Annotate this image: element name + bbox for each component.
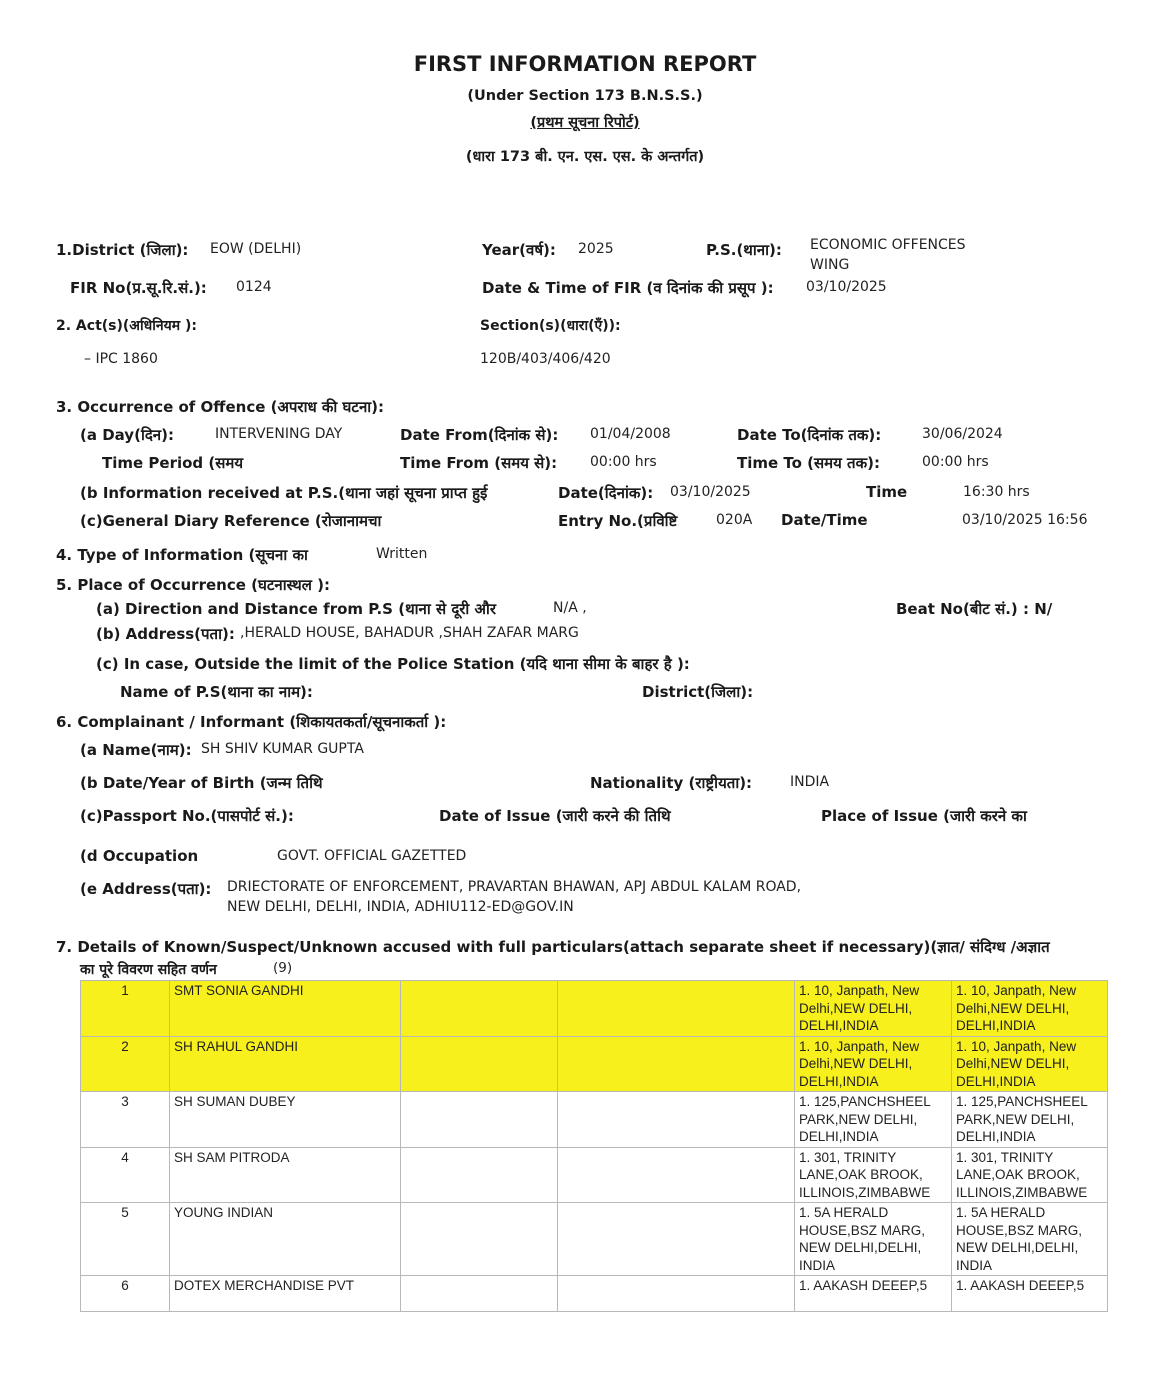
- accused-permanent-address: 1. 301, TRINITY LANE,OAK BROOK, ILLINOIS,ZIMBABWE: [952, 1147, 1108, 1203]
- entry-no-value: 020A: [716, 512, 753, 528]
- gd-datetime-label: Date/Time: [781, 511, 868, 529]
- dob-label: (b Date/Year of Birth (जन्म तिथि: [80, 774, 323, 792]
- year-label: Year(वर्ष):: [482, 241, 556, 259]
- accused-present-address: 1. 5A HERALD HOUSE,BSZ MARG, NEW DELHI,DELHI, INDIA: [795, 1203, 952, 1276]
- complainant-heading: 6. Complainant / Informant (शिकायतकर्ता/सूचनाकर्ता ):: [56, 713, 447, 731]
- accused-sn: 1: [81, 981, 170, 1037]
- accused-present-address: 1. 10, Janpath, New Delhi,NEW DELHI, DELHI,INDIA: [795, 1036, 952, 1092]
- complainant-name-value: SH SHIV KUMAR GUPTA: [201, 741, 364, 757]
- ps-value-line2: WING: [810, 257, 850, 273]
- fir-date-value: 03/10/2025: [806, 279, 887, 295]
- accused-permanent-address: 1. 5A HERALD HOUSE,BSZ MARG, NEW DELHI,DELHI, INDIA: [952, 1203, 1108, 1276]
- fir-value: 0124: [236, 279, 272, 295]
- accused-row: [81, 1203, 1108, 1276]
- accused-name: SH SAM PITRODA: [170, 1147, 401, 1203]
- report-title: FIRST INFORMATION REPORT: [413, 52, 757, 76]
- accused-heading-line2: का पूरे विवरण सहित वर्णन: [80, 962, 217, 978]
- info-received-label: (b Information received at P.S.(थाना जहां सूचना प्राप्त हुई: [80, 484, 488, 502]
- year-value: 2025: [578, 241, 614, 257]
- accused-sn: 3: [81, 1092, 170, 1148]
- sections-label: Section(s)(धारा(एँ)):: [480, 318, 621, 334]
- acts-label: 2. Act(s)(अधिनियम ):: [56, 318, 197, 334]
- info-time-label: Time: [866, 483, 908, 501]
- fir-label: FIR No(प्र.सू.रि.सं.):: [70, 279, 207, 297]
- sections-value: 120B/403/406/420: [480, 351, 611, 367]
- complainant-address-line1: DRIECTORATE OF ENFORCEMENT, PRAVARTAN BHAWAN, APJ ABDUL KALAM ROAD,: [227, 879, 802, 895]
- report-subtitle: (Under Section 173 B.N.S.S.): [467, 88, 703, 104]
- fir-date-label: Date & Time of FIR (व दिनांक की प्रसूप ):: [482, 279, 774, 297]
- accused-permanent-address: 1. 10, Janpath, New Delhi,NEW DELHI, DELHI,INDIA: [952, 1036, 1108, 1092]
- info-time-value: 16:30 hrs: [963, 484, 1030, 500]
- passport-label: (c)Passport No.(पासपोर्ट सं.):: [80, 807, 294, 825]
- act-value: – IPC 1860: [84, 351, 158, 367]
- accused-empty-cell: [401, 1147, 558, 1203]
- outside-limit-label: (c) In case, Outside the limit of the Police Station (यदि थाना सीमा के बाहर है ):: [96, 655, 690, 673]
- complainant-address-line2: NEW DELHI, DELHI, INDIA, ADHIU112-ED@GOV.IN: [227, 899, 574, 915]
- complainant-address-label: (e Address(पता):: [80, 880, 212, 898]
- district-label: 1.District (जिला):: [56, 241, 189, 259]
- time-to-value: 00:00 hrs: [922, 454, 989, 470]
- day-value: INTERVENING DAY: [215, 426, 343, 442]
- accused-empty-cell: [401, 1036, 558, 1092]
- accused-name: SH SUMAN DUBEY: [170, 1092, 401, 1148]
- accused-present-address: 1. 301, TRINITY LANE,OAK BROOK, ILLINOIS,ZIMBABWE: [795, 1147, 952, 1203]
- time-from-value: 00:00 hrs: [590, 454, 657, 470]
- outside-ps-name-label: Name of P.S(थाना का नाम):: [120, 683, 313, 701]
- issue-place-label: Place of Issue (जारी करने का: [821, 807, 1027, 825]
- time-period-label: Time Period (समय: [102, 454, 244, 472]
- accused-sn: 5: [81, 1203, 170, 1276]
- place-address-value: ,HERALD HOUSE, BAHADUR ,SHAH ZAFAR MARG: [240, 625, 579, 641]
- accused-sn: 4: [81, 1147, 170, 1203]
- nationality-label: Nationality (राष्ट्रीयता):: [590, 774, 753, 792]
- accused-row: [81, 1036, 1108, 1092]
- accused-permanent-address: 1. 10, Janpath, New Delhi,NEW DELHI, DELHI,INDIA: [952, 981, 1108, 1037]
- occupation-label: (d Occupation: [80, 847, 199, 865]
- accused-permanent-address: 1. 125,PANCHSHEEL PARK,NEW DELHI, DELHI,INDIA: [952, 1092, 1108, 1148]
- info-date-label: Date(दिनांक):: [558, 484, 654, 502]
- accused-empty-cell: [401, 1276, 558, 1312]
- accused-row: [81, 1276, 1108, 1312]
- accused-empty-cell: [558, 1147, 795, 1203]
- report-hindi-title: (प्रथम सूचना रिपोर्ट): [530, 115, 640, 131]
- accused-row: [81, 1092, 1108, 1148]
- date-to-value: 30/06/2024: [922, 426, 1003, 442]
- outside-district-label: District(जिला):: [642, 683, 754, 701]
- accused-empty-cell: [558, 1203, 795, 1276]
- accused-name: DOTEX MERCHANDISE PVT: [170, 1276, 401, 1312]
- complainant-name-label: (a Name(नाम):: [80, 741, 192, 759]
- accused-present-address: 1. 10, Janpath, New Delhi,NEW DELHI, DELHI,INDIA: [795, 981, 952, 1037]
- accused-count: (9): [273, 960, 293, 976]
- accused-name: SMT SONIA GANDHI: [170, 981, 401, 1037]
- accused-row: [81, 981, 1108, 1037]
- nationality-value: INDIA: [790, 774, 830, 790]
- accused-empty-cell: [558, 1092, 795, 1148]
- ps-value-line1: ECONOMIC OFFENCES: [810, 237, 966, 253]
- accused-permanent-address: 1. AAKASH DEEEP,5: [952, 1276, 1108, 1312]
- accused-name: YOUNG INDIAN: [170, 1203, 401, 1276]
- day-label: (a Day(दिन):: [80, 426, 174, 444]
- accused-empty-cell: [558, 1036, 795, 1092]
- accused-sn: 6: [81, 1276, 170, 1312]
- beat-no-label: Beat No(बीट सं.) : N/: [896, 600, 1053, 618]
- accused-present-address: 1. AAKASH DEEEP,5: [795, 1276, 952, 1312]
- occurrence-heading: 3. Occurrence of Offence (अपराध की घटना):: [56, 398, 385, 416]
- accused-empty-cell: [401, 1203, 558, 1276]
- district-value: EOW (DELHI): [210, 241, 302, 257]
- accused-heading: 7. Details of Known/Suspect/Unknown accused with full particulars(attach separate sheet if necessary)(ज्ञात/ संदिग्ध /अज्ञात: [56, 938, 1050, 956]
- date-from-value: 01/04/2008: [590, 426, 671, 442]
- accused-sn: 2: [81, 1036, 170, 1092]
- info-date-value: 03/10/2025: [670, 484, 751, 500]
- accused-table: [80, 980, 1108, 1312]
- date-to-label: Date To(दिनांक तक):: [737, 426, 882, 444]
- place-heading: 5. Place of Occurrence (घटनास्थल ):: [56, 576, 330, 594]
- ps-label: P.S.(थाना):: [706, 241, 782, 259]
- info-type-label: 4. Type of Information (सूचना का: [56, 546, 308, 564]
- time-to-label: Time To (समय तक):: [737, 454, 880, 472]
- gd-datetime-value: 03/10/2025 16:56: [962, 512, 1088, 528]
- direction-value: N/A ,: [553, 600, 587, 616]
- accused-empty-cell: [401, 981, 558, 1037]
- accused-empty-cell: [558, 981, 795, 1037]
- accused-empty-cell: [558, 1276, 795, 1312]
- direction-label: (a) Direction and Distance from P.S (थाना से दूरी और: [96, 600, 497, 618]
- report-hindi-subtitle: (धारा 173 बी. एन. एस. एस. के अन्तर्गत): [465, 149, 705, 165]
- place-address-label: (b) Address(पता):: [96, 625, 235, 643]
- accused-empty-cell: [401, 1092, 558, 1148]
- issue-date-label: Date of Issue (जारी करने की तिथि: [439, 807, 671, 825]
- accused-row: [81, 1147, 1108, 1203]
- date-from-label: Date From(दिनांक से):: [400, 426, 559, 444]
- accused-name: SH RAHUL GANDHI: [170, 1036, 401, 1092]
- gd-reference-label: (c)General Diary Reference (रोजानामचा: [80, 512, 382, 530]
- entry-no-label: Entry No.(प्रविष्टि: [558, 512, 678, 530]
- time-from-label: Time From (समय से):: [400, 454, 558, 472]
- accused-present-address: 1. 125,PANCHSHEEL PARK,NEW DELHI, DELHI,INDIA: [795, 1092, 952, 1148]
- occupation-value: GOVT. OFFICIAL GAZETTED: [277, 848, 467, 864]
- info-type-value: Written: [376, 546, 428, 562]
